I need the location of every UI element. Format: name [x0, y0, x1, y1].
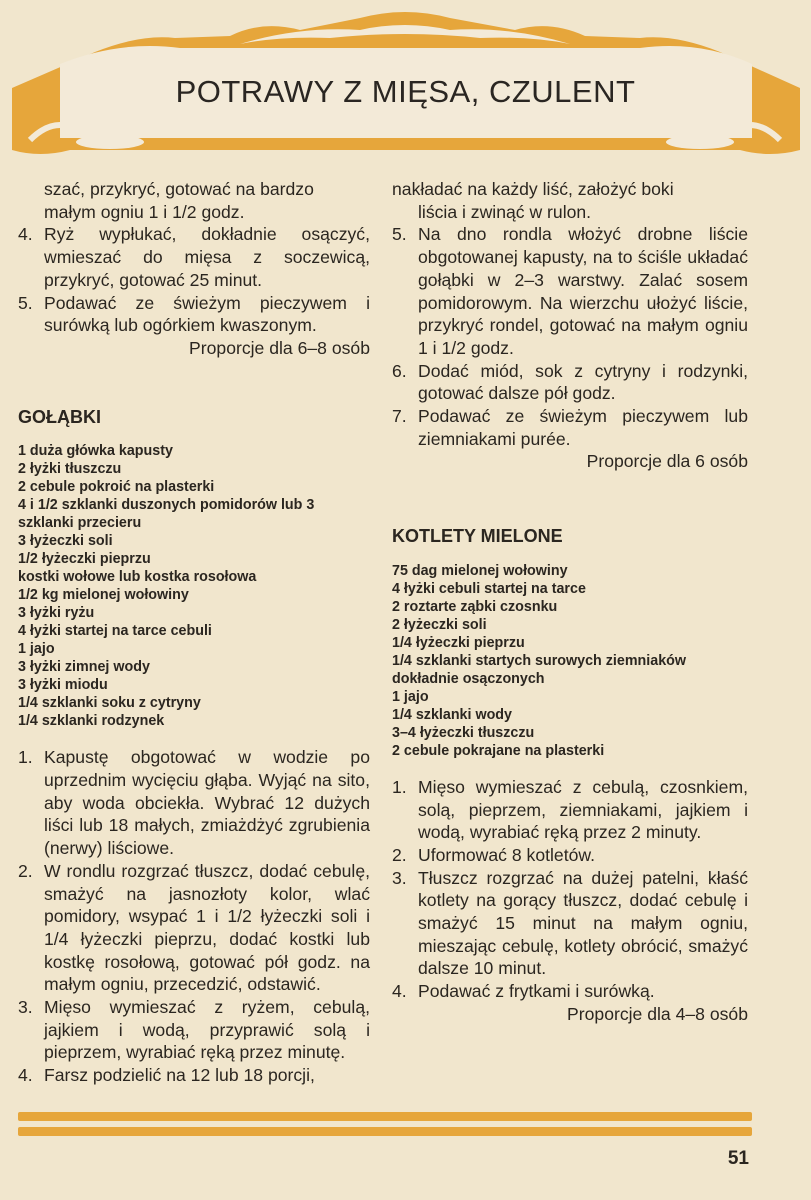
- ingredient: 1 jajo: [392, 688, 429, 705]
- page-title: POTRAWY Z MIĘSA, CZULENT: [175, 74, 636, 109]
- proportions: Proporcje dla 6–8 osób: [189, 337, 370, 358]
- footer-bar: [18, 1127, 752, 1136]
- ingredient: 1/2 kg mielonej wołowiny: [18, 587, 189, 604]
- proportions: Proporcje dla 4–8 osób: [567, 1003, 748, 1024]
- step: 7. Podawać ze świeżym pieczywem lub ziemniakami purée.: [392, 406, 748, 449]
- ingredient: 1 jajo: [18, 641, 55, 658]
- ingredient: 1/4 szklanki startych surowych ziemniaków dokładnie osączonych: [392, 652, 687, 687]
- step: 1. Kapustę obgotować w wodzie po uprzednim wycięciu głąba. Wyjąć na sito, aby woda obciekła. Wybrać 12 dużych liści lub 18 małych, zmiażdżyć zgrubienia (nerwy) liściowe.: [18, 747, 370, 859]
- ingredient: 4 łyżki startej na tarce cebuli: [18, 623, 212, 640]
- ingredient: 2 łyżeczki soli: [392, 616, 487, 633]
- ingredient: 1/4 szklanki soku z cytryny: [18, 695, 201, 712]
- ingredient-list: [392, 562, 748, 760]
- ingredient: 3 łyżki ryżu: [18, 605, 95, 622]
- recipe-title: KOTLETY MIELONE: [392, 526, 563, 547]
- step: 1. Mięso wymieszać z cebulą, czosnkiem, solą, pieprzem, ziemniakami, jajkiem i wodą, wyrabiać ręką przez 2 minuty.: [392, 776, 748, 843]
- instruction-list: [18, 746, 370, 1087]
- continued-line: liścia i zwinąć w rulon.: [418, 201, 592, 222]
- step: 3. Tłuszcz rozgrzać na dużej patelni, kłaść kotlety na gorący tłuszcz, dodać cebulę i smażyć 15 minut na małym ogniu, mieszając cebulę, kotlety obrócić, smażyć dalsze 10 minut.: [392, 867, 748, 979]
- ingredient: 3–4 łyżeczki tłuszczu: [392, 724, 535, 741]
- title-banner: [0, 0, 811, 170]
- ingredient: 2 łyżki tłuszczu: [18, 461, 122, 478]
- footer-bar: [18, 1112, 752, 1121]
- ingredient: 1/4 szklanki wody: [392, 706, 512, 723]
- step: 4. Podawać z frytkami i surówką.: [392, 981, 655, 1002]
- ingredient: 3 łyżeczki soli: [18, 533, 113, 550]
- ingredient: 1/2 łyżeczki pieprzu: [18, 551, 151, 568]
- ingredient: 2 cebule pokroić na plasterki: [18, 479, 215, 496]
- step: 3. Mięso wymieszać z ryżem, cebulą, jajkiem i wodą, przyprawić solą i pieprzem, wyrabiać ręką przez minutę.: [18, 997, 370, 1063]
- ingredient: 75 dag mielonej wołowiny: [392, 562, 568, 579]
- ingredient-list: [18, 442, 370, 730]
- step: 4. Farsz podzielić na 12 lub 18 porcji,: [18, 1065, 315, 1086]
- recipe-title: GOŁĄBKI: [18, 406, 101, 427]
- continued-line: nakładać na każdy liść, założyć boki: [392, 179, 674, 199]
- ingredient: 4 i 1/2 szklanki duszonych pomidorów lub 3 szklanki przecieru: [18, 497, 315, 532]
- ingredient: kostki wołowe lub kostka rosołowa: [18, 569, 257, 586]
- step: 6. Dodać miód, sok z cytryny i rodzynki, gotować dalsze pół godz.: [392, 360, 748, 404]
- step: 2. W rondlu rozgrzać tłuszcz, dodać cebulę, smażyć na jasnozłoty kolor, wlać pomidory, wsypać 1 i 1/2 łyżeczki soli i 1/4 łyżeczki pieprzu, dodać kostki lub kostkę rosołową, gotować pół godz. na małym ogniu, przecedzić, odstawić.: [18, 860, 370, 995]
- ingredient: 2 cebule pokrajane na plasterki: [392, 742, 605, 759]
- right-column: [392, 178, 748, 1026]
- step: 5. Na dno rondla włożyć drobne liście obgotowanej kapusty, na to ściśle układać gołąbki w 2–3 warstwy. Zalać sosem pomidorowym. Na wierzchu ułożyć liście, przykryć rondel, gotować na małym ogniu 1 i 1/2 godz.: [392, 224, 748, 358]
- step: 4. Ryż wypłukać, dokładnie osączyć, wmieszać do mięsa z soczewicą, przykryć, gotować 25 minut.: [18, 224, 370, 290]
- instruction-list: [392, 776, 748, 1003]
- ingredient: 1 duża główka kapusty: [18, 443, 173, 460]
- ingredient: 2 roztarte ząbki czosnku: [392, 598, 558, 615]
- step: 2. Uformować 8 kotletów.: [392, 844, 595, 865]
- continued-line: małym ogniu 1 i 1/2 godz.: [44, 201, 245, 222]
- step: 5. Podawać ze świeżym pieczywem i surówką lub ogórkiem kwaszonym.: [18, 292, 370, 336]
- left-column: [18, 178, 370, 1087]
- continued-line: szać, przykryć, gotować na bardzo: [44, 179, 314, 199]
- ingredient: 4 łyżki cebuli startej na tarce: [392, 580, 586, 597]
- ingredient: 1/4 szklanki rodzynek: [18, 713, 165, 730]
- ingredient: 1/4 łyżeczki pieprzu: [392, 634, 525, 651]
- proportions: Proporcje dla 6 osób: [586, 451, 748, 472]
- ingredient: 3 łyżki zimnej wody: [18, 659, 150, 676]
- page-number: 51: [727, 1148, 749, 1169]
- ingredient: 3 łyżki miodu: [18, 677, 108, 694]
- footer-rule: [18, 1112, 752, 1142]
